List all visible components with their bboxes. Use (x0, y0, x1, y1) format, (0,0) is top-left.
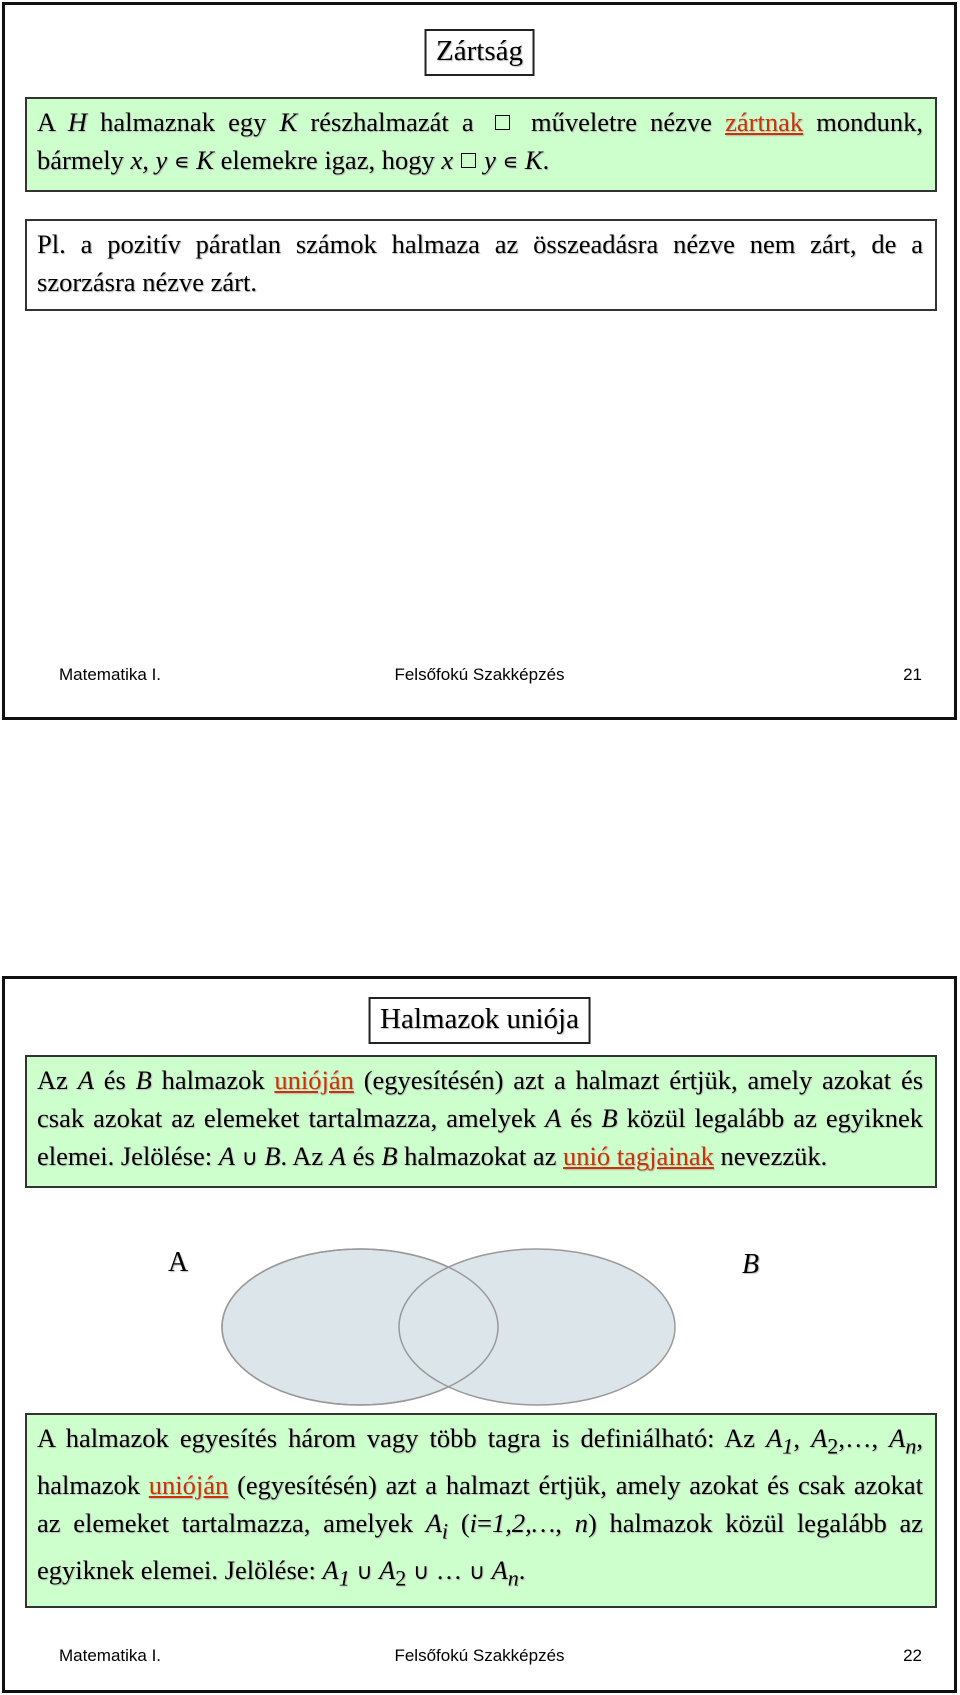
text-run: A (811, 1423, 828, 1453)
footer-page-number: 21 (903, 665, 922, 684)
footer-institution: Felsőfokú Szakképzés (394, 1646, 565, 1665)
element-of-symbol: ∊ (173, 150, 190, 175)
text-run: y (484, 145, 496, 175)
text-run: . Az (280, 1141, 330, 1171)
highlight-term: unióján (274, 1065, 354, 1095)
text-run: i (469, 1508, 478, 1539)
slide-footer (5, 665, 954, 687)
text-run: A (37, 107, 68, 137)
text-run: A (491, 1555, 508, 1586)
text-run: , halmazok (37, 1423, 924, 1500)
text-run: ( (448, 1508, 470, 1539)
union-symbol: ∪ (356, 1560, 373, 1586)
text-run: A (379, 1555, 396, 1586)
subscript: i (441, 1518, 449, 1544)
text-run: A (545, 1103, 562, 1133)
slide-21 (2, 2, 957, 720)
text-run: A (425, 1508, 442, 1539)
text-run: A (889, 1423, 906, 1453)
text-run: mondunk, bármely (37, 107, 924, 175)
text-run: (egyesítésén) azt a halmazt értjük, amely azokat és csak azokat az elemeket tartalmazza, amelyek (37, 1065, 924, 1133)
union-symbol: ∪ (412, 1560, 430, 1586)
text-run: = (477, 1508, 492, 1539)
text-run: és (345, 1141, 382, 1171)
venn-set-b (399, 1249, 675, 1405)
slide-title: Halmazok uniója (368, 997, 591, 1044)
footer-course: Matematika I. (59, 665, 162, 684)
text-run: közül legalább az egyiknek elemei. Jelölése: (37, 1103, 923, 1171)
text-run: (egyesítésén) azt a halmazt értjük, amely azokat és csak azokat az elemeket tartalmazza, amelyek (37, 1469, 924, 1539)
footer-institution: Felsőfokú Szakképzés (394, 665, 565, 684)
text-run: A (218, 1141, 235, 1171)
text-run: K (196, 145, 214, 175)
highlight-term: unióján (148, 1469, 229, 1500)
general-union-box (25, 1413, 937, 1608)
text-run: A (77, 1065, 94, 1095)
text-run: ,…, (838, 1423, 890, 1453)
text-run: … (435, 1555, 463, 1586)
example-box: Pl. a pozitív páratlan számok halmaza az összeadásra nézve nem zárt, de a szorzásra nézve zárt. (25, 219, 937, 311)
subscript: 2 (395, 1565, 407, 1591)
text-run: A (322, 1555, 339, 1586)
text-run: . (542, 145, 550, 175)
slide-22 (2, 976, 957, 1693)
text-run: műveletre nézve (517, 107, 726, 137)
venn-diagram (220, 1247, 740, 1407)
text-run: B (601, 1103, 618, 1133)
text-run: . (518, 1555, 526, 1586)
venn-label-b: B (742, 1249, 760, 1280)
text-run: 1,2,… (491, 1508, 556, 1539)
text-run: A halmazok egyesítés három vagy több tagra is definiálható: Az (37, 1423, 767, 1453)
text-run: n (574, 1508, 588, 1539)
venn-label-a: A (168, 1247, 189, 1278)
union-symbol: ∪ (241, 1146, 258, 1171)
subscript: 2 (827, 1433, 839, 1459)
operation-square-icon (495, 115, 510, 130)
text-run: ) halmazok közül legalább az egyiknek elemei. Jelölése: (37, 1508, 923, 1586)
subscript: n (905, 1433, 917, 1459)
text-run: nevezzük. (713, 1141, 828, 1171)
subscript: n (507, 1565, 519, 1591)
union-symbol: ∪ (468, 1560, 485, 1586)
operation-square-icon (461, 153, 476, 168)
definition-box (25, 97, 937, 192)
definition-box (25, 1055, 937, 1188)
footer-page-number: 22 (903, 1646, 922, 1665)
text-run: , (793, 1423, 812, 1453)
highlight-term: zártnak (725, 107, 804, 137)
text-run: halmaznak egy (87, 107, 280, 137)
slide-title: Zártság (424, 29, 535, 76)
footer-course: Matematika I. (59, 1646, 162, 1665)
element-of-symbol: ∊ (502, 150, 519, 175)
text-run: K (524, 145, 543, 175)
text-run: és (561, 1103, 602, 1133)
text-run: A (766, 1423, 783, 1453)
text-run: B (264, 1141, 281, 1171)
text-run: , (555, 1508, 575, 1539)
text-run: és (93, 1065, 136, 1095)
text-run: B (381, 1141, 398, 1171)
text-run: K (279, 107, 298, 137)
text-run: halmazok (151, 1065, 275, 1095)
text-run: Az (37, 1065, 78, 1095)
subscript: 1 (782, 1433, 794, 1459)
text-run: x, y (130, 145, 168, 175)
text-run: x (441, 145, 454, 175)
text-run: halmazokat az (397, 1141, 564, 1171)
text-run: részhalmazát a (297, 107, 487, 137)
slide-footer (5, 1646, 954, 1668)
text-run: elemekre igaz, hogy (213, 145, 442, 175)
text-run: B (135, 1065, 152, 1095)
text-run: H (67, 107, 87, 137)
subscript: 1 (338, 1565, 350, 1591)
highlight-term: unió tagjainak (563, 1141, 714, 1171)
text-run: A (329, 1141, 346, 1171)
